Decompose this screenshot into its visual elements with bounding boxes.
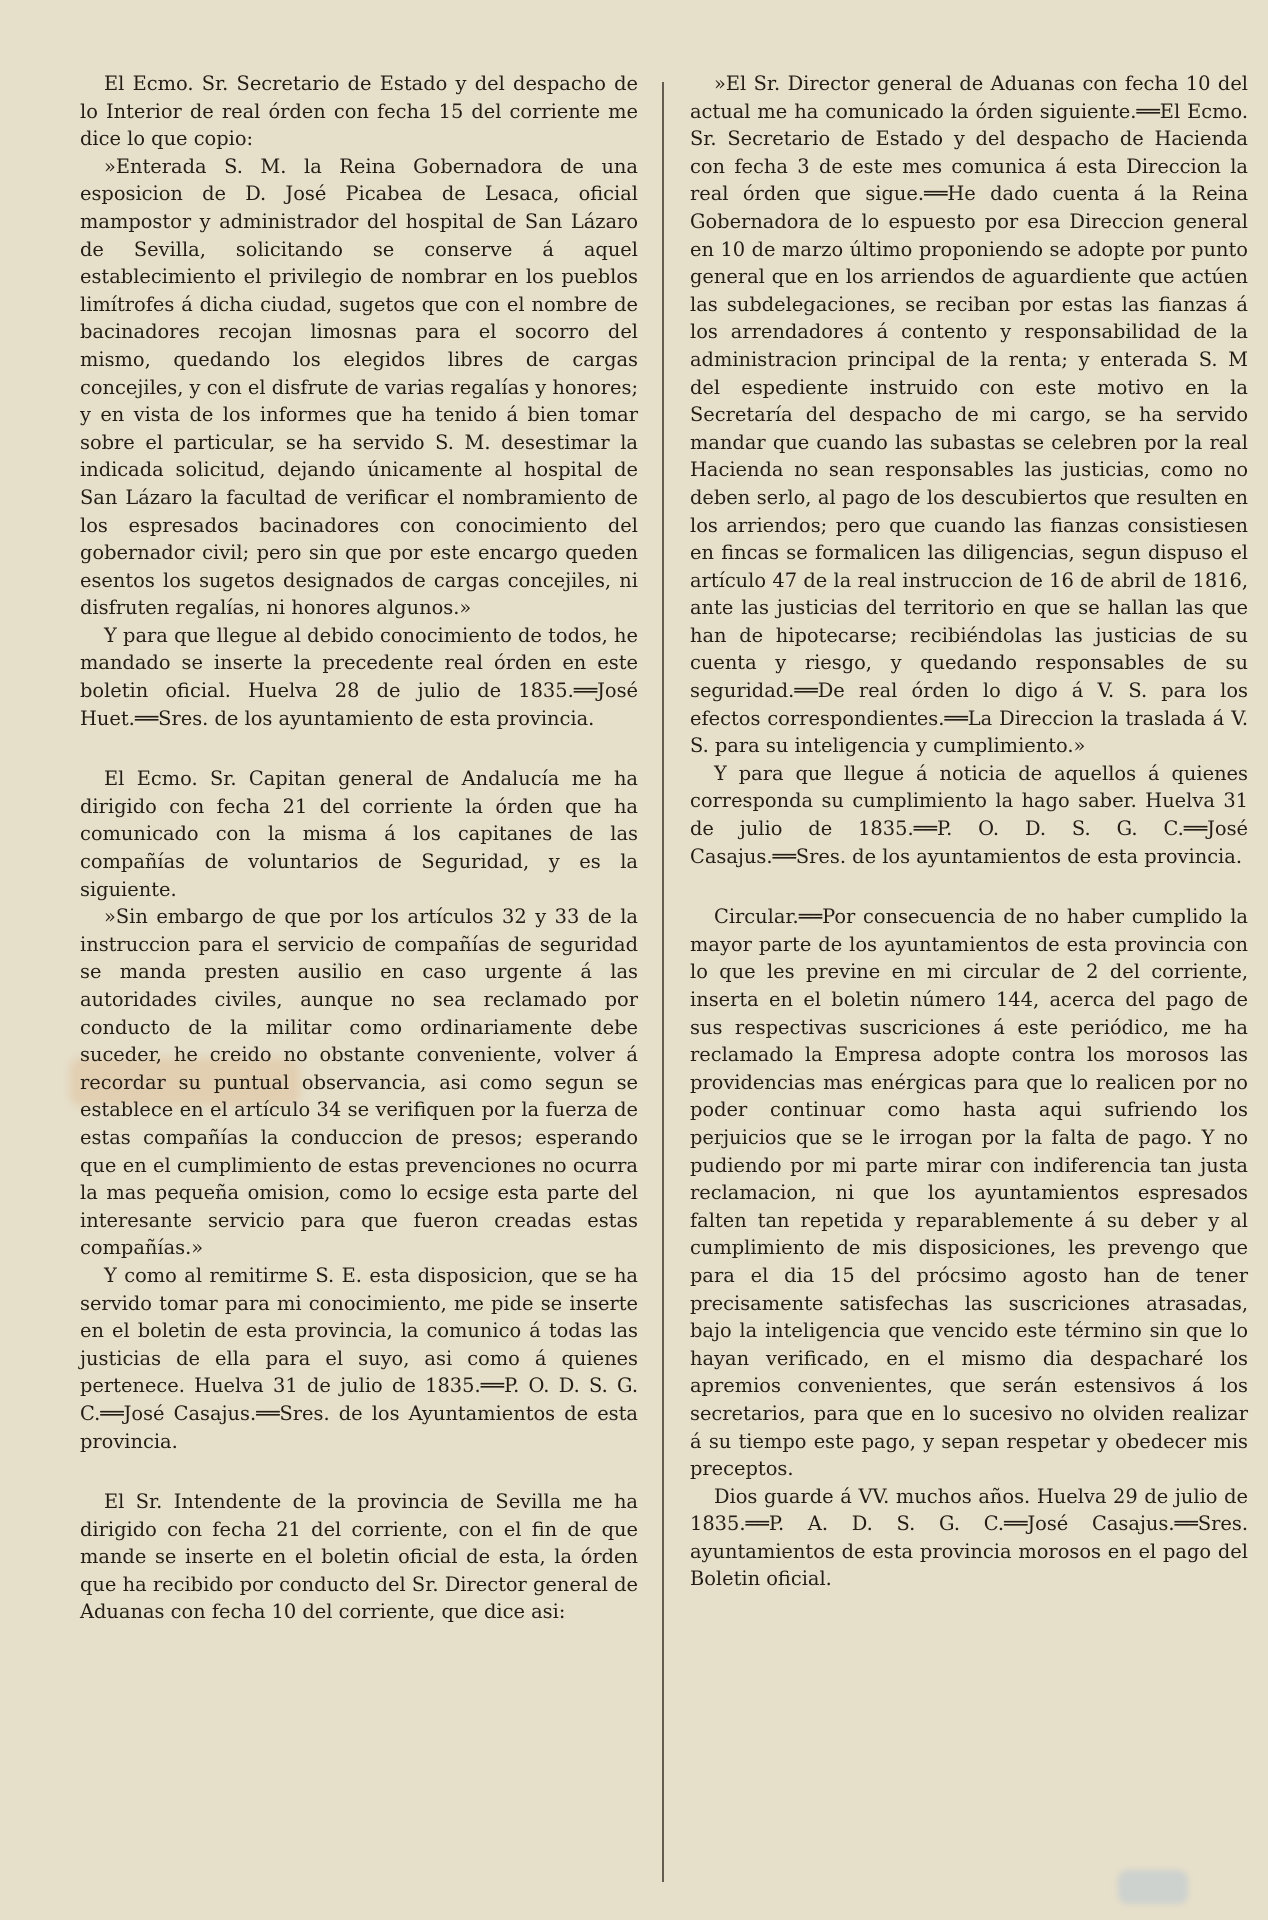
ink-blot bbox=[1118, 1870, 1188, 1904]
column-divider bbox=[662, 82, 664, 1882]
notice-interior-order: »Enterada S. M. la Reina Gobernadora de una esposicion de D. José Picabea de Lesaca, oficial mampostor y administrador del hospital de San Lázaro de Sevilla, solicitando se conserve á aquel establecimiento el privilegio de nombrar en los pueblos limítrofes á dicha ciudad, sugetos que con el nombre de bacinadores recojan limosnas para el socorro del mismo, quedando los elegidos libres de cargas concejiles, y con el disfrute de varias regalías y honores; y en vista de los informes que ha tenido á bien tomar sobre el particular, se ha servido S. M. desestimar la indicada solicitud, dejando únicamente al hospital de San Lázaro la facultad de verificar el nombramiento de los espresados bacinadores con conocimiento del gobernador civil; pero sin que por este encargo queden esentos los sugetos designados de cargas concejiles, ni disfruten regalías, ni honores algunos.» bbox=[80, 154, 638, 620]
notice-intendant-intro: El Sr. Intendente de la provincia de Sevilla me ha dirigido con fecha 21 del corriente, con el fin de que mande se inserte en el boletin oficial de esta, la órden que ha recibido por conducto del Sr. Director general de Aduanas con fecha 10 del corriente, que dice asi: bbox=[80, 1490, 638, 1624]
circular-text: Circular.══Por consecuencia de no haber cumplido la mayor parte de los ayuntamientos de esta provincia con lo que les previne en mi circular de 2 del corriente, inserta en el boletin número 144, acerca del pago de sus respectivas suscriciones á este periódico, me ha reclamado la Empresa adopte contra los morosos las providencias mas enérgicas para que lo realicen por no poder continuar como hasta aqui sufriendo los perjuicios que se le irrogan por la falta de pago. Y no pudiendo por mi parte mirar con indiferencia tan justa reclamacion, ni que los ayuntamientos espresados falten tan repetida y reparablemente á su deber y al cumplimiento de mis disposiciones, les prevengo que para el dia 15 del prócsimo agosto han de tener precisamente satisfechas las suscriciones atrasadas, bajo la inteligencia que vencido este término sin que lo hayan verificado, en el mismo dia despacharé los apremios convenientes, que serán estensivos á los secretarios, para que en lo sucesivo no olviden realizar á su tiempo este pago, y sepan respetar y obedecer mis preceptos. bbox=[690, 905, 1248, 1481]
left-column bbox=[80, 70, 638, 1626]
notice-captain-intro: El Ecmo. Sr. Capitan general de Andalucía me ha dirigido con fecha 21 del corriente la órden que ha comunicado con la misma á los capitanes de las compañías de voluntarios de Seguridad, y es la siguiente. bbox=[80, 767, 638, 901]
notice-captain-order: »Sin embargo de que por los artículos 32 y 33 de la instruccion para el servicio de compañías de seguridad se manda presten ausilio en caso urgente á las autoridades civiles, aunque no sea reclamado por conducto de la militar como ordinariamente debe suceder, he creido no obstante conveniente, volver á recordar su puntual observancia, asi como segun se establece en el artículo 34 se verifiquen por la fuerza de estas compañías la conduccion de presos; esperando que en el cumplimiento de estas prevenciones no ocurra la mas pequeña omision, como lo ecsige esta parte del interesante servicio para que fueron creadas estas compañías.» bbox=[80, 905, 638, 1260]
notice-captain-closing: Y como al remitirme S. E. esta disposicion, que se ha servido tomar para mi conocimiento, me pide se inserte en el boletin de esta provincia, la comunico á todas las justicias de ella para el suyo, asi como á quienes pertenece. Huelva 31 de julio de 1835.══P. O. D. S. G. C.══José Casajus.══Sres. de los Ayuntamientos de esta provincia. bbox=[80, 1263, 638, 1453]
circular-closing: Dios guarde á VV. muchos años. Huelva 29 de julio de 1835.══P. A. D. S. G. C.══José Casajus.══Sres. ayuntamientos de esta provincia morosos en el pago del Boletin oficial. bbox=[690, 1484, 1248, 1591]
notice-interior-intro: El Ecmo. Sr. Secretario de Estado y del despacho de lo Interior de real órden con fecha 15 del corriente me dice lo que copio: bbox=[80, 72, 638, 151]
notice-interior-closing: Y para que llegue al debido conocimiento de todos, he mandado se inserte la precedente real órden en este boletin oficial. Huelva 28 de julio de 1835.══José Huet.══Sres. de los ayuntamiento de esta provincia. bbox=[80, 623, 638, 730]
notice-customs-closing: Y para que llegue á noticia de aquellos á quienes corresponda su cumplimiento la hago saber. Huelva 31 de julio de 1835.══P. O. D. S. G. C.══José Casajus.══Sres. de los ayuntamientos de esta provincia. bbox=[690, 761, 1248, 868]
notice-customs-order: »El Sr. Director general de Aduanas con fecha 10 del actual me ha comunicado la órden siguiente.══El Ecmo. Sr. Secretario de Estado y del despacho de Hacienda con fecha 3 de este mes comunica á esta Direccion la real órden que sigue.══He dado cuenta á la Reina Gobernadora de lo espuesto por esa Direccion general en 10 de marzo último proponiendo se adopte por punto general que en los arriendos de aguardiente que actúen las subdelegaciones, se reciban por estas las fianzas á los arrendadores á contento y responsabilidad de la administracion principal de la renta; y enterada S. M del espediente instruido con este motivo en la Secretaría del despacho de mi cargo, se ha servido mandar que cuando las subastas se celebren por la real Hacienda no sean responsables las justicias, como no deben serlo, al pago de los descubiertos que resulten en los arriendos; pero que cuando las fianzas consistiesen en fincas se formalicen las diligencias, segun dispuso el artículo 47 de la real instruccion de 16 de abril de 1816, ante las justicias del territorio en que se hallan las que han de hipotecarse; recibiéndolas las justicias de su cuenta y riesgo, y quedando responsables de su seguridad.══De real órden lo digo á V. S. para los efectos correspondientes.══La Direccion la traslada á V. S. para su inteligencia y cumplimiento.» bbox=[690, 72, 1248, 758]
right-column bbox=[690, 70, 1248, 1593]
